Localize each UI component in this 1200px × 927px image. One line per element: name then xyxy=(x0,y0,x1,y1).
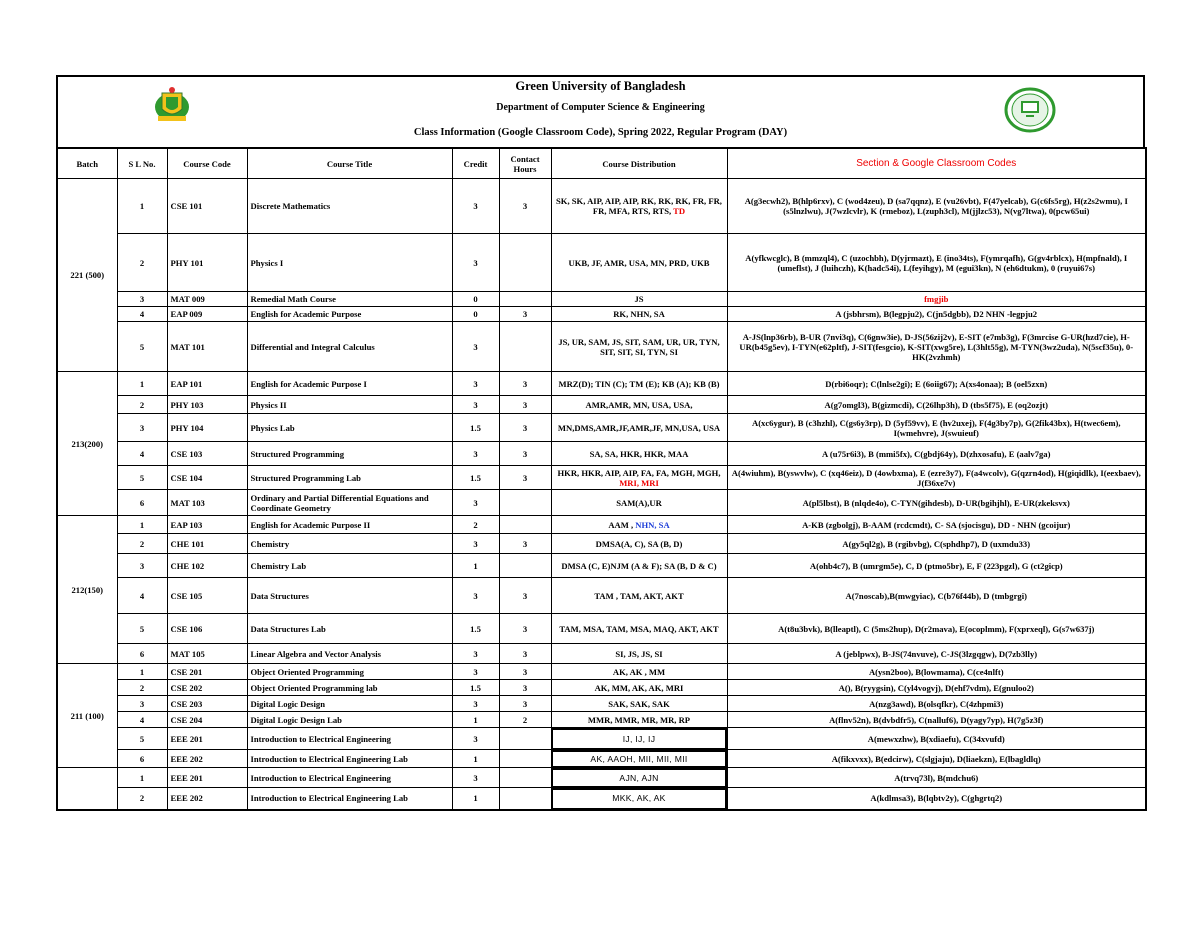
sl-cell: 3 xyxy=(117,414,167,442)
sl-cell: 5 xyxy=(117,728,167,750)
credit-cell: 2 xyxy=(452,516,499,534)
distribution-text: SAK, SAK, SAK xyxy=(608,698,670,709)
credit-cell: 3 xyxy=(452,442,499,466)
course-code-cell: MAT 105 xyxy=(167,644,247,664)
course-title-cell: Physics I xyxy=(247,234,452,292)
sl-cell: 2 xyxy=(117,680,167,696)
classroom-codes-cell: A (jsbhrsm), B(legpju2), C(jn5dgbb), D2 NHN -legpju2 xyxy=(727,307,1146,322)
distribution-cell xyxy=(551,534,727,554)
contact-hours-cell xyxy=(499,292,551,307)
sl-cell: 1 xyxy=(117,179,167,234)
credit-cell: 1.5 xyxy=(452,680,499,696)
col-distribution: Course Distribution xyxy=(551,148,727,179)
table-row xyxy=(57,768,1146,788)
distribution-text: AK, MM, AK, AK, MRI xyxy=(594,682,684,693)
sl-cell: 2 xyxy=(117,396,167,414)
sl-cell: 4 xyxy=(117,442,167,466)
course-title-cell: Data Structures Lab xyxy=(247,614,452,644)
table-row xyxy=(57,322,1146,372)
batch-cell: 212(150) xyxy=(57,516,117,664)
distribution-cell xyxy=(551,396,727,414)
sl-cell: 6 xyxy=(117,644,167,664)
credit-cell: 3 xyxy=(452,322,499,372)
distribution-cell xyxy=(551,554,727,578)
course-title-cell: Remedial Math Course xyxy=(247,292,452,307)
course-code-cell: EAP 009 xyxy=(167,307,247,322)
credit-cell: 1 xyxy=(452,750,499,768)
course-code-cell: EEE 202 xyxy=(167,788,247,810)
credit-cell: 3 xyxy=(452,696,499,712)
distribution-cell xyxy=(551,234,727,292)
course-title-cell: Linear Algebra and Vector Analysis xyxy=(247,644,452,664)
course-title-cell: Physics Lab xyxy=(247,414,452,442)
col-title: Course Title xyxy=(247,148,452,179)
table-row xyxy=(57,696,1146,712)
sl-cell: 1 xyxy=(117,516,167,534)
classroom-codes-cell: A(g7omgl3), B(gizmcdi), C(26lhp3h), D (tbs5f75), E (oq2ozjt) xyxy=(727,396,1146,414)
distribution-text: IJ, IJ, IJ xyxy=(622,733,656,744)
course-code-cell: CSE 204 xyxy=(167,712,247,728)
distribution-text: JS xyxy=(634,294,644,304)
table-row xyxy=(57,179,1146,234)
contact-hours-cell: 3 xyxy=(499,179,551,234)
contact-hours-cell: 3 xyxy=(499,578,551,614)
classroom-codes-cell: A (u75r6i3), B (mmi5fx), C(gbdj64y), D(zhxosafu), E (aalv7ga) xyxy=(727,442,1146,466)
batch-cell: 213(200) xyxy=(57,372,117,516)
table-row xyxy=(57,554,1146,578)
credit-cell: 3 xyxy=(452,396,499,414)
table-row xyxy=(57,490,1146,516)
distribution-cell xyxy=(551,442,727,466)
distribution-cell xyxy=(551,614,727,644)
batch-cell: 211 (100) xyxy=(57,664,117,768)
table-row xyxy=(57,614,1146,644)
contact-hours-cell: 3 xyxy=(499,680,551,696)
credit-cell: 3 xyxy=(452,179,499,234)
table-row xyxy=(57,466,1146,490)
course-code-cell: EAP 103 xyxy=(167,516,247,534)
distribution-cell xyxy=(551,750,727,768)
distribution-text: AJN, AJN xyxy=(619,772,659,783)
classroom-codes-cell: fmgjib xyxy=(727,292,1146,307)
distribution-text: DMSA(A, C), SA (B, D) xyxy=(595,538,683,549)
table-row xyxy=(57,307,1146,322)
course-code-cell: PHY 104 xyxy=(167,414,247,442)
credit-cell: 3 xyxy=(452,664,499,680)
distribution-text: AK, AK , MM xyxy=(612,666,666,677)
course-code-cell: MAT 103 xyxy=(167,490,247,516)
classroom-codes-cell: A-JS(lnp36rb), B-UR (7nvi3q), C(6gnw3ie), D-JS(56zij2v), E-SIT (e7mb3g), F(3mrcise G-UR(hzd7cie), H-UR(b45g5ev), I-TYN(e62pltf), J-SIT(fesgcio), K-SIT(xwg5re), L(3hlt55g), M-TYN(3wz2uda), N(5scf35u), 0-HK(2vzhmh) xyxy=(727,322,1146,372)
credit-cell: 3 xyxy=(452,372,499,396)
table-row xyxy=(57,788,1146,810)
table-row xyxy=(57,534,1146,554)
distribution-cell xyxy=(551,372,727,396)
distribution-text: HKR, HKR, AIP, AIP, FA, FA, MGH, MGH, xyxy=(557,467,721,478)
course-title-cell: Introduction to Electrical Engineering xyxy=(247,768,452,788)
sl-cell: 4 xyxy=(117,307,167,322)
course-code-cell: CSE 101 xyxy=(167,179,247,234)
sl-cell: 3 xyxy=(117,554,167,578)
distribution-highlight: TD xyxy=(671,206,686,216)
col-code: Course Code xyxy=(167,148,247,179)
table-row xyxy=(57,578,1146,614)
col-batch: Batch xyxy=(57,148,117,179)
col-sl: S L No. xyxy=(117,148,167,179)
table-row xyxy=(57,644,1146,664)
university-name: Green University of Bangladesh xyxy=(515,79,686,93)
credit-cell: 1 xyxy=(452,712,499,728)
contact-hours-cell xyxy=(499,322,551,372)
course-title-cell: Object Oriented Programming lab xyxy=(247,680,452,696)
credit-cell: 0 xyxy=(452,307,499,322)
distribution-text: JS, UR, SAM, JS, SIT, SAM, UR, UR, TYN, SIT, SIT, SI, TYN, SI xyxy=(558,336,720,357)
course-title-cell: Ordinary and Partial Differential Equations and Coordinate Geometry xyxy=(247,490,452,516)
distribution-text: MN,DMS,AMR,JF,AMR,JF, MN,USA, USA xyxy=(557,422,721,433)
contact-hours-cell: 2 xyxy=(499,712,551,728)
distribution-cell xyxy=(551,664,727,680)
contact-hours-cell: 3 xyxy=(499,442,551,466)
col-credit: Credit xyxy=(452,148,499,179)
distribution-text: SI, JS, JS, SI xyxy=(615,648,663,659)
distribution-text: UKB, JF, AMR, USA, MN, PRD, UKB xyxy=(568,257,710,268)
course-title-cell: Object Oriented Programming xyxy=(247,664,452,680)
course-code-cell: EEE 202 xyxy=(167,750,247,768)
contact-hours-cell: 3 xyxy=(499,664,551,680)
course-title-cell: Discrete Mathematics xyxy=(247,179,452,234)
course-code-cell: CSE 106 xyxy=(167,614,247,644)
sl-cell: 2 xyxy=(117,534,167,554)
table-row xyxy=(57,442,1146,466)
contact-hours-cell: 3 xyxy=(499,396,551,414)
distribution-cell xyxy=(551,578,727,614)
distribution-text: AK, AAOH, MII, MII, MII xyxy=(590,753,688,764)
course-title-cell: English for Academic Purpose xyxy=(247,307,452,322)
credit-cell: 1.5 xyxy=(452,414,499,442)
sl-cell: 2 xyxy=(117,234,167,292)
distribution-text: MRZ(D); TIN (C); TM (E); KB (A); KB (B) xyxy=(558,378,720,389)
course-title-cell: Differential and Integral Calculus xyxy=(247,322,452,372)
classroom-codes-cell: A(pl5lbst), B (nlqde4o), C-TYN(gihdesb), D-UR(bgihjhl), E-UR(zkeksvx) xyxy=(727,490,1146,516)
table-row xyxy=(57,516,1146,534)
contact-hours-cell: 3 xyxy=(499,372,551,396)
distribution-cell xyxy=(551,644,727,664)
course-title-cell: Data Structures xyxy=(247,578,452,614)
course-title-cell: Structured Programming Lab xyxy=(247,466,452,490)
table-row xyxy=(57,372,1146,396)
course-code-cell: PHY 103 xyxy=(167,396,247,414)
distribution-text: SAM(A),UR xyxy=(616,497,662,508)
distribution-text: DMSA (C, E)NJM (A & F); SA (B, D & C) xyxy=(561,560,717,571)
course-title-cell: English for Academic Purpose I xyxy=(247,372,452,396)
contact-hours-cell: 3 xyxy=(499,614,551,644)
credit-cell: 3 xyxy=(452,534,499,554)
contact-hours-cell xyxy=(499,554,551,578)
distribution-cell xyxy=(551,307,727,322)
classroom-codes-cell: A(yfkwcglc), B (mmzql4), C (uzochbh), D(yjrmazt), E (ino34ts), F(ymrqafh), G(gv4rblcx), H(mpfnald), I (umeflst), J (luihczh), K(hadc54i), L(feyihgy), M (egui3kn), N (eh6dtukm), 0 (ruyui67s) xyxy=(727,234,1146,292)
classroom-codes-cell: A(), B(ryygsin), C(yl4vogvj), D(ehf7vdm), E(gnuloo2) xyxy=(727,680,1146,696)
distribution-cell xyxy=(551,179,727,234)
col-contact: Contact Hours xyxy=(499,148,551,179)
distribution-cell xyxy=(551,768,727,788)
course-title-cell: Physics II xyxy=(247,396,452,414)
course-code-cell: CHE 102 xyxy=(167,554,247,578)
credit-cell: 1 xyxy=(452,554,499,578)
course-code-cell: CSE 103 xyxy=(167,442,247,466)
distribution-text: AAM , xyxy=(608,519,634,530)
classroom-codes-cell: A (jeblpwx), B-JS(74nvuve), C-JS(3lzgqgw), D(7zb3lly) xyxy=(727,644,1146,664)
sl-cell: 4 xyxy=(117,712,167,728)
credit-cell: 0 xyxy=(452,292,499,307)
course-title-cell: Introduction to Electrical Engineering xyxy=(247,728,452,750)
distribution-text: MMR, MMR, MR, MR, RP xyxy=(587,714,691,725)
classroom-codes-cell: A(kdlmsa3), B(lqbtv2y), C(ghgrtq2) xyxy=(727,788,1146,810)
contact-hours-cell: 3 xyxy=(499,307,551,322)
course-title-cell: Introduction to Electrical Engineering Lab xyxy=(247,788,452,810)
course-code-cell: EEE 201 xyxy=(167,768,247,788)
table-row xyxy=(57,750,1146,768)
distribution-cell xyxy=(551,414,727,442)
course-title-cell: Digital Logic Design xyxy=(247,696,452,712)
credit-cell: 1.5 xyxy=(452,614,499,644)
table-row xyxy=(57,234,1146,292)
contact-hours-cell xyxy=(499,728,551,750)
distribution-cell xyxy=(551,728,727,750)
classroom-codes-cell: A(g3ecwh2), B(hlp6rxv), C (wod4zeu), D (sa7qqnz), E (vu26vbt), F(47yelcab), G(c6fs5rg), H(z2s2wmu), I (s5lnzlwu), J(7wzlcvlr), K (rmeboz), L(zuph3cl), M(jjlzc53), N(vg7ltwa), 0(pcw65ui) xyxy=(727,179,1146,234)
classroom-codes-cell: A(gy5ql2g), B (rgibvbg), C(sphdhp7), D (uxmdu33) xyxy=(727,534,1146,554)
classroom-codes-cell: A(trvq73l), B(mdchu6) xyxy=(727,768,1146,788)
classroom-codes-cell: A(xc6ygur), B (c3hzhl), C(gs6y3rp), D (5yf59vv), E (hv2uxej), F(4g3by7p), G(2fik43bx), H(twec6em), I(wmehvre), J(swuieuf) xyxy=(727,414,1146,442)
credit-cell: 1.5 xyxy=(452,466,499,490)
sl-cell: 3 xyxy=(117,696,167,712)
course-code-cell: CSE 201 xyxy=(167,664,247,680)
batch-cell xyxy=(57,768,117,810)
distribution-highlight: NHN, SA xyxy=(633,519,670,530)
class-info-sheet xyxy=(56,75,1145,811)
course-code-cell: CSE 202 xyxy=(167,680,247,696)
sl-cell: 4 xyxy=(117,578,167,614)
table-row xyxy=(57,664,1146,680)
batch-cell: 221 (500) xyxy=(57,179,117,372)
classroom-codes-cell: A(t8u3bvk), B(lleaptl), C (5ms2hup), D(r2mava), E(ocoplmm), F(xprxeql), G(s7w637j) xyxy=(727,614,1146,644)
table-header-row xyxy=(57,148,1146,179)
contact-hours-cell xyxy=(499,788,551,810)
class-info-table xyxy=(56,147,1147,811)
course-code-cell: CSE 203 xyxy=(167,696,247,712)
distribution-cell xyxy=(551,788,727,810)
sl-cell: 1 xyxy=(117,664,167,680)
course-title-cell: English for Academic Purpose II xyxy=(247,516,452,534)
classroom-codes-cell: A(flnv52n), B(dvbdfr5), C(nalluf6), D(yagy7yp), H(7g5z3f) xyxy=(727,712,1146,728)
distribution-text: AMR,AMR, MN, USA, USA, xyxy=(585,399,693,410)
credit-cell: 3 xyxy=(452,490,499,516)
course-code-cell: EAP 101 xyxy=(167,372,247,396)
table-row xyxy=(57,396,1146,414)
course-title-cell: Structured Programming xyxy=(247,442,452,466)
course-title-cell: Chemistry Lab xyxy=(247,554,452,578)
contact-hours-cell xyxy=(499,490,551,516)
distribution-cell xyxy=(551,292,727,307)
credit-cell: 3 xyxy=(452,768,499,788)
sheet-header xyxy=(56,75,1145,147)
distribution-text: TAM, MSA, TAM, MSA, MAQ, AKT, AKT xyxy=(559,623,719,634)
department-name: Department of Computer Science & Engineering xyxy=(496,102,705,113)
course-code-cell: CSE 105 xyxy=(167,578,247,614)
credit-cell: 3 xyxy=(452,728,499,750)
course-title-cell: Chemistry xyxy=(247,534,452,554)
course-title-cell: Introduction to Electrical Engineering Lab xyxy=(247,750,452,768)
document-title: Class Information (Google Classroom Code), Spring 2022, Regular Program (DAY) xyxy=(413,127,788,138)
distribution-cell xyxy=(551,696,727,712)
contact-hours-cell: 3 xyxy=(499,534,551,554)
course-code-cell: PHY 101 xyxy=(167,234,247,292)
distribution-text: SK, SK, AIP, AIP, AIP, RK, RK, RK, FR, FR, FR, MFA, RTS, RTS, xyxy=(556,196,722,216)
classroom-codes-cell: A(4wiuhm), B(yswvlw), C (xq46eiz), D (4owbxma), E (ezre3y7), F(a4wcolv), G(qzrn4od), H(giqidlk), I(eexbaev), J(f36xe7v) xyxy=(727,466,1146,490)
course-code-cell: MAT 101 xyxy=(167,322,247,372)
distribution-cell xyxy=(551,466,727,490)
sl-cell: 5 xyxy=(117,614,167,644)
credit-cell: 1 xyxy=(452,788,499,810)
classroom-codes-cell: A(7noscab),B(mwgyiac), C(b76f44b), D (tmbgrgi) xyxy=(727,578,1146,614)
course-code-cell: CHE 101 xyxy=(167,534,247,554)
table-row xyxy=(57,680,1146,696)
sl-cell: 1 xyxy=(117,768,167,788)
sl-cell: 3 xyxy=(117,292,167,307)
contact-hours-cell xyxy=(499,516,551,534)
classroom-codes-cell: A(ysn2boo), B(lowmama), C(ce4nlft) xyxy=(727,664,1146,680)
classroom-codes-cell: A(fikxvxx), B(edcirw), C(slgjaju), D(liaekzn), E(lbagldlq) xyxy=(727,750,1146,768)
course-title-cell: Digital Logic Design Lab xyxy=(247,712,452,728)
course-code-cell: EEE 201 xyxy=(167,728,247,750)
contact-hours-cell: 3 xyxy=(499,696,551,712)
classroom-codes-cell: A-KB (zgbolgj), B-AAM (rcdcmdt), C- SA (sjocisgu), DD - NHN (gcoijur) xyxy=(727,516,1146,534)
credit-cell: 3 xyxy=(452,234,499,292)
contact-hours-cell xyxy=(499,234,551,292)
department-emblem-icon xyxy=(1004,87,1056,133)
distribution-cell xyxy=(551,490,727,516)
table-row xyxy=(57,728,1146,750)
sl-cell: 2 xyxy=(117,788,167,810)
sl-cell: 5 xyxy=(117,322,167,372)
sl-cell: 1 xyxy=(117,372,167,396)
distribution-cell xyxy=(551,680,727,696)
contact-hours-cell: 3 xyxy=(499,644,551,664)
table-row xyxy=(57,414,1146,442)
contact-hours-cell xyxy=(499,768,551,788)
course-code-cell: CSE 104 xyxy=(167,466,247,490)
classroom-codes-cell: A(ohb4c7), B (umrgm5e), C, D (ptmo5br), E, F (223pgzl), G (ct2gicp) xyxy=(727,554,1146,578)
credit-cell: 3 xyxy=(452,578,499,614)
sl-cell: 5 xyxy=(117,466,167,490)
table-row xyxy=(57,292,1146,307)
distribution-cell xyxy=(551,322,727,372)
distribution-cell xyxy=(551,516,727,534)
classroom-codes-cell: D(rbi6oqr); C(lnlse2gi); E (6oiig67); A(xs4onaa); B (oel5zxn) xyxy=(727,372,1146,396)
distribution-highlight: MRI, MRI xyxy=(619,477,659,488)
contact-hours-cell: 3 xyxy=(499,414,551,442)
distribution-text: TAM , TAM, AKT, AKT xyxy=(594,590,684,601)
distribution-text: RK, NHN, SA xyxy=(613,309,665,319)
distribution-text: MKK, AK, AK xyxy=(612,793,666,804)
distribution-cell xyxy=(551,712,727,728)
table-row xyxy=(57,712,1146,728)
sl-cell: 6 xyxy=(117,750,167,768)
sl-cell: 6 xyxy=(117,490,167,516)
classroom-codes-cell: A(nzg3awd), B(olsqfkr), C(4zhpmi3) xyxy=(727,696,1146,712)
classroom-codes-cell: A(mewxzhw), B(xdiaefu), C(34xvufd) xyxy=(727,728,1146,750)
col-sections: Section & Google Classroom Codes xyxy=(727,148,1146,179)
contact-hours-cell xyxy=(499,750,551,768)
contact-hours-cell: 3 xyxy=(499,466,551,490)
distribution-text: SA, SA, HKR, HKR, MAA xyxy=(589,448,689,459)
course-code-cell: MAT 009 xyxy=(167,292,247,307)
credit-cell: 3 xyxy=(452,644,499,664)
